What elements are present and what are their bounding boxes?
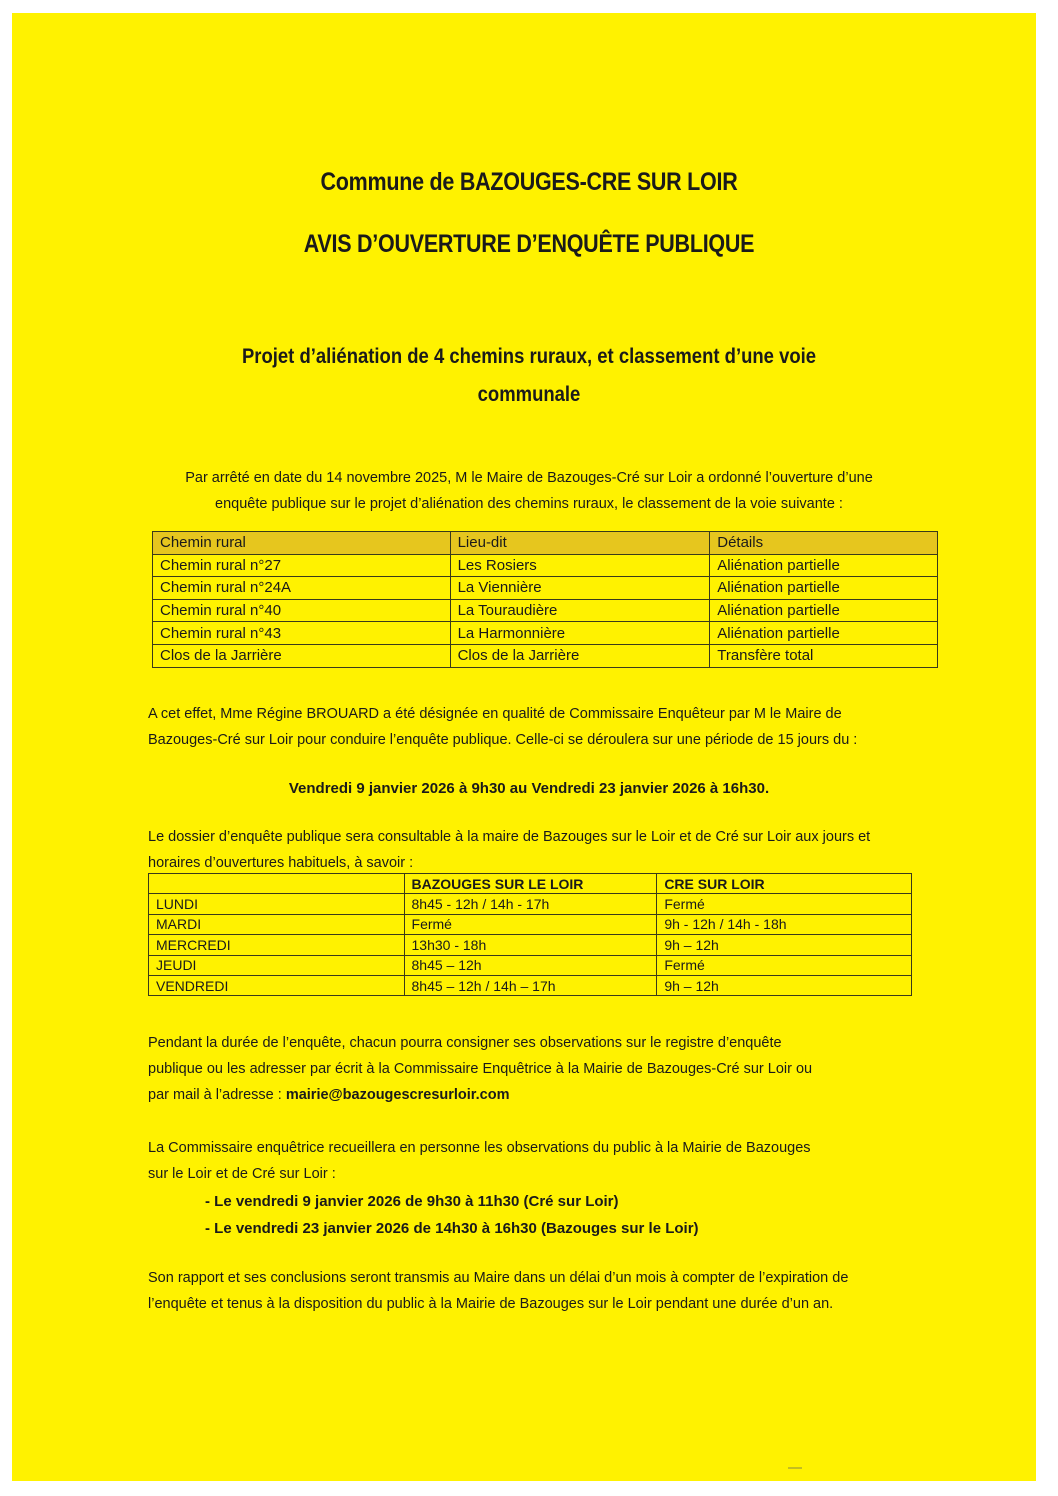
- scan-smudge: [788, 1467, 802, 1469]
- permanences-paragraph: [148, 1135, 928, 1187]
- email-prefix: par mail à l’adresse :: [148, 1087, 286, 1103]
- commissaire-paragraph: [148, 701, 928, 753]
- commune-title: Commune de BAZOUGES-CRE SUR LOIR: [320, 168, 738, 196]
- dossier-line-1: Le dossier d’enquête publique sera consultable à la maire de Bazouges sur le Loir et de Cré sur Loir aux jours et: [148, 829, 871, 845]
- table-cell: Chemin rural n°24A: [153, 577, 451, 600]
- permanence-item: - Le vendredi 9 janvier 2026 de 9h30 à 11h30 (Cré sur Loir): [205, 1193, 619, 1210]
- table-cell: 13h30 - 18h: [404, 935, 657, 955]
- table-cell: Fermé: [404, 914, 657, 934]
- table-row: [153, 554, 938, 577]
- table-cell: Chemin rural n°27: [153, 554, 451, 577]
- table-row: [149, 894, 912, 914]
- table-cell: Fermé: [657, 894, 912, 914]
- table-cell: Les Rosiers: [450, 554, 710, 577]
- table-cell: 9h – 12h: [657, 975, 912, 995]
- permanences-list: [205, 1188, 905, 1242]
- day-cell: JEUDI: [149, 955, 405, 975]
- table-row: [153, 644, 938, 667]
- header-cell: Lieu-dit: [450, 532, 710, 555]
- table-cell: Aliénation partielle: [710, 577, 938, 600]
- header-cell: [149, 874, 405, 894]
- table-cell: Aliénation partielle: [710, 622, 938, 645]
- table-cell: 8h45 - 12h / 14h - 17h: [404, 894, 657, 914]
- permanences-line-1: La Commissaire enquêtrice recueillera en personne les observations du public à la Mairie de Bazouges: [148, 1140, 811, 1156]
- dossier-paragraph: [148, 824, 928, 876]
- table-cell: 8h45 – 12h / 14h – 17h: [404, 975, 657, 995]
- day-cell: MARDI: [149, 914, 405, 934]
- intro-paragraph: [0, 465, 1058, 517]
- table-row: [153, 577, 938, 600]
- permanences-line-2: sur le Loir et de Cré sur Loir :: [148, 1166, 336, 1182]
- table-cell: Aliénation partielle: [710, 599, 938, 622]
- table-cell: Transfère total: [710, 644, 938, 667]
- table-row: [149, 935, 912, 955]
- notice-title: AVIS D’OUVERTURE D’ENQUÊTE PUBLIQUE: [303, 230, 755, 258]
- permanence-item: - Le vendredi 23 janvier 2026 de 14h30 à 16h30 (Bazouges sur le Loir): [205, 1220, 699, 1237]
- table-row: [153, 622, 938, 645]
- header-cell: BAZOUGES SUR LE LOIR: [404, 874, 657, 894]
- header-cell: Détails: [710, 532, 938, 555]
- table-cell: Aliénation partielle: [710, 554, 938, 577]
- table-cell: La Touraudière: [450, 599, 710, 622]
- enquete-period: Vendredi 9 janvier 2026 à 9h30 au Vendredi 23 janvier 2026 à 16h30.: [288, 780, 770, 797]
- table-row: [149, 955, 912, 975]
- table-cell: 8h45 – 12h: [404, 955, 657, 975]
- day-cell: VENDREDI: [149, 975, 405, 995]
- day-cell: MERCREDI: [149, 935, 405, 955]
- dossier-line-2: horaires d’ouvertures habituels, à savoir :: [148, 855, 414, 871]
- table-cell: Fermé: [657, 955, 912, 975]
- project-title-line2: communale: [477, 383, 581, 406]
- email-address[interactable]: mairie@bazougescresurloir.com: [285, 1087, 510, 1103]
- observations-paragraph: [148, 1030, 928, 1108]
- intro-line-1: Par arrêté en date du 14 novembre 2025, M le Maire de Bazouges-Cré sur Loir a ordonné l’ouverture d’une: [185, 470, 873, 486]
- header-cell: CRE SUR LOIR: [657, 874, 912, 894]
- table-cell: Chemin rural n°40: [153, 599, 451, 622]
- conclusion-line-1: Son rapport et ses conclusions seront transmis au Maire dans un délai d’un mois à compter de l’expiration de: [148, 1270, 849, 1286]
- table-row: [149, 975, 912, 995]
- table-cell: Clos de la Jarrière: [153, 644, 451, 667]
- observations-line-3: [148, 1082, 928, 1108]
- table-row: [153, 599, 938, 622]
- table-cell: Chemin rural n°43: [153, 622, 451, 645]
- hours-table: [148, 873, 912, 996]
- commissaire-line-2: Bazouges-Cré sur Loir pour conduire l’enquête publique. Celle-ci se déroulera sur une période de 15 jours du :: [148, 732, 858, 748]
- conclusion-line-2: l’enquête et tenus à la disposition du public à la Mairie de Bazouges sur le Loir pendant une durée d’un an.: [148, 1296, 834, 1312]
- chemins-table: [152, 531, 938, 668]
- table-cell: La Harmonnière: [450, 622, 710, 645]
- hours-table-header: [149, 874, 912, 894]
- table-row: [149, 914, 912, 934]
- table-cell: 9h – 12h: [657, 935, 912, 955]
- table-cell: Clos de la Jarrière: [450, 644, 710, 667]
- observations-line-2: publique ou les adresser par écrit à la Commissaire Enquêtrice à la Mairie de Bazouges-Cré sur Loir ou: [148, 1061, 813, 1077]
- observations-line-1: Pendant la durée de l’enquête, chacun pourra consigner ses observations sur le registre d’enquête: [148, 1035, 782, 1051]
- table-cell: 9h - 12h / 14h - 18h: [657, 914, 912, 934]
- chemins-table-header: [153, 532, 938, 555]
- day-cell: LUNDI: [149, 894, 405, 914]
- intro-line-2: enquête publique sur le projet d’aliénation des chemins ruraux, le classement de la voie suivante :: [215, 496, 843, 512]
- table-cell: La Viennière: [450, 577, 710, 600]
- conclusion-paragraph: [148, 1265, 938, 1317]
- project-title-line1: Projet d’aliénation de 4 chemins ruraux, et classement d’une voie: [241, 345, 817, 368]
- commissaire-line-1: A cet effet, Mme Régine BROUARD a été désignée en qualité de Commissaire Enquêteur par M le Maire de: [148, 706, 842, 722]
- header-cell: Chemin rural: [153, 532, 451, 555]
